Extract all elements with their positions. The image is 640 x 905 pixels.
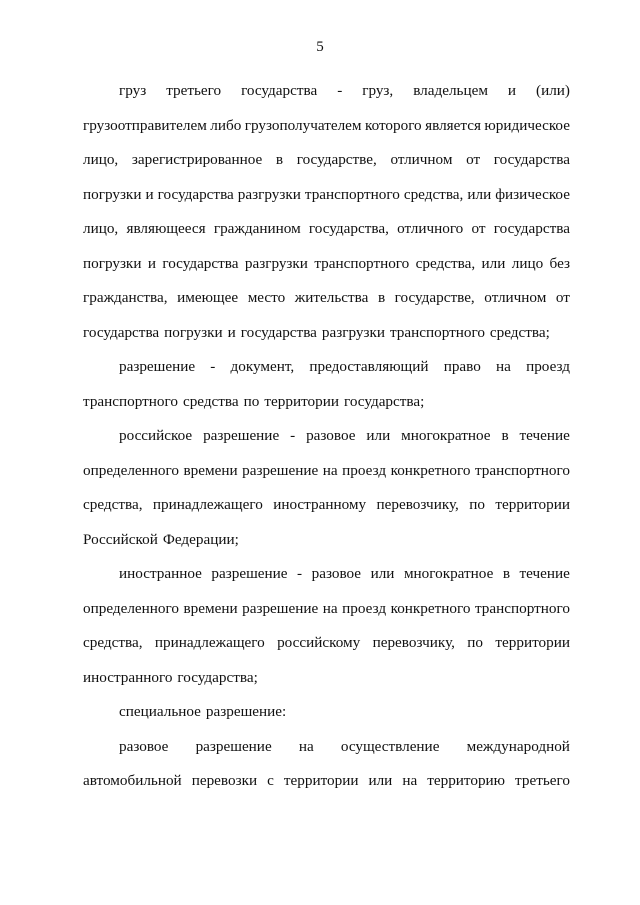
word: течение xyxy=(519,427,570,444)
text-line xyxy=(83,281,570,316)
text-line xyxy=(83,316,570,351)
word: транспортного xyxy=(474,461,570,479)
word: по xyxy=(469,496,485,513)
text-line xyxy=(83,212,570,247)
word: территории xyxy=(264,392,339,410)
word: государства xyxy=(240,323,317,341)
word: разгрузки xyxy=(237,185,301,203)
text-line xyxy=(83,143,570,178)
word: иностранное xyxy=(119,565,202,582)
word: или xyxy=(481,254,506,272)
word: третьего xyxy=(515,772,570,789)
word: в xyxy=(502,565,511,582)
word: средства; xyxy=(489,323,550,341)
word: российскому xyxy=(277,634,361,651)
word: гражданином xyxy=(213,220,301,237)
text-line xyxy=(83,764,570,799)
word: времени xyxy=(183,599,238,617)
word: перевозки xyxy=(191,772,258,789)
word: на xyxy=(298,737,314,755)
word: отличном xyxy=(390,151,453,168)
word: разрешение xyxy=(195,737,272,755)
word: которого xyxy=(364,116,422,134)
word: третьего xyxy=(166,82,222,99)
word: от xyxy=(555,289,570,306)
word: в xyxy=(377,289,386,306)
word: разгрузки xyxy=(244,254,308,272)
word: погрузки xyxy=(164,323,223,341)
word: разрешение xyxy=(203,427,280,444)
word: территорию xyxy=(427,772,506,789)
text-line xyxy=(83,592,570,627)
word: и xyxy=(507,82,517,99)
word: средства, xyxy=(83,634,143,651)
word: или xyxy=(467,185,492,203)
word: лицо, xyxy=(83,220,119,237)
word: транспортного xyxy=(304,185,400,203)
word: и xyxy=(227,323,236,341)
word: времени xyxy=(183,461,238,479)
word: право xyxy=(443,358,481,375)
word: в xyxy=(275,151,284,168)
word: государства xyxy=(493,151,570,168)
word: разовое xyxy=(311,565,362,582)
word: Федерации; xyxy=(162,530,239,548)
word: принадлежащего xyxy=(154,634,265,651)
text-line xyxy=(83,557,570,592)
word: транспортного xyxy=(389,323,485,341)
word: (или) xyxy=(536,82,570,99)
word: разгрузки xyxy=(321,323,385,341)
word: разрешение xyxy=(211,565,288,582)
text-line xyxy=(83,109,570,144)
word: либо xyxy=(210,116,242,134)
word: на xyxy=(322,461,338,479)
word: государства xyxy=(493,220,570,237)
text-line xyxy=(83,74,570,109)
word: осуществление xyxy=(340,737,440,755)
word: проезд xyxy=(342,599,387,617)
word: средства, xyxy=(415,254,476,272)
text-line xyxy=(83,247,570,282)
word: многократное xyxy=(403,565,494,582)
word: течение xyxy=(519,565,570,582)
word: перевозчику, xyxy=(376,496,459,513)
word: имеющее xyxy=(177,289,239,306)
word: государства xyxy=(157,185,234,203)
word: от xyxy=(466,151,481,168)
word: лицо, xyxy=(83,151,119,168)
word: государства, xyxy=(308,220,389,237)
word: по xyxy=(467,634,484,651)
text-line xyxy=(83,350,570,385)
text-line xyxy=(83,730,570,765)
word: транспортного xyxy=(314,254,410,272)
word: государства xyxy=(162,254,239,272)
word: Российской xyxy=(83,530,158,548)
word: отличного xyxy=(397,220,464,237)
word: средства, xyxy=(83,496,143,513)
word: разрешение xyxy=(119,358,196,375)
word: гражданства, xyxy=(83,289,168,306)
text-line xyxy=(83,695,570,730)
word: груз, xyxy=(362,82,394,99)
word: погрузки xyxy=(83,185,142,203)
word: без xyxy=(549,254,570,272)
word: предоставляющий xyxy=(309,358,429,375)
word: жительства xyxy=(294,289,369,306)
word: международной xyxy=(466,737,570,755)
word: грузополучателем xyxy=(244,116,362,134)
word: государства xyxy=(83,323,160,341)
word: с xyxy=(267,772,274,789)
word: разовое xyxy=(119,737,169,755)
word: средства xyxy=(182,392,239,410)
word: зарегистрированное xyxy=(131,151,263,168)
word: место xyxy=(247,289,286,306)
word: проезд xyxy=(342,461,387,479)
word: разовое xyxy=(306,427,356,444)
word: документ, xyxy=(230,358,295,375)
word: является xyxy=(425,116,481,134)
word: территории xyxy=(283,772,359,789)
word: в xyxy=(501,427,509,444)
word: государства; xyxy=(177,668,258,686)
word: специальное xyxy=(119,703,201,720)
text-line xyxy=(83,626,570,661)
text-line xyxy=(83,454,570,489)
word: - xyxy=(337,82,343,99)
word: и xyxy=(145,185,154,203)
word: и xyxy=(147,254,156,272)
word: государстве, xyxy=(296,151,377,168)
word: - xyxy=(210,358,216,375)
word: принадлежащего xyxy=(152,496,263,513)
word: государства; xyxy=(343,392,425,410)
word: разрешение: xyxy=(205,703,287,720)
word: средства, xyxy=(403,185,464,203)
text-line xyxy=(83,178,570,213)
word: государства xyxy=(241,82,318,99)
word: груз xyxy=(119,82,147,99)
word: или xyxy=(366,427,391,444)
word: - xyxy=(290,427,296,444)
word: автомобильной xyxy=(83,772,182,789)
word: территории xyxy=(495,634,570,651)
word: многократное xyxy=(401,427,491,444)
word: перевозчику, xyxy=(372,634,455,651)
word: по xyxy=(243,392,260,410)
word: иностранному xyxy=(273,496,367,513)
word: проезд xyxy=(526,358,570,375)
page-number: 5 xyxy=(316,39,324,55)
word: разрешение xyxy=(242,599,319,617)
word: государстве, xyxy=(394,289,475,306)
word: конкретного xyxy=(390,461,471,479)
word: транспортного xyxy=(474,599,570,617)
text-line xyxy=(83,419,570,454)
word: определенного xyxy=(83,599,179,617)
word: грузоотправителем xyxy=(83,116,207,134)
word: от xyxy=(471,220,486,237)
word: определенного xyxy=(83,461,179,479)
text-line xyxy=(83,488,570,523)
text-line xyxy=(83,661,570,696)
word: физическое xyxy=(495,185,570,203)
word: владельцем xyxy=(413,82,488,99)
word: российское xyxy=(119,427,193,444)
word: отличном xyxy=(484,289,547,306)
word: погрузки xyxy=(83,254,142,272)
word: лицо xyxy=(511,254,544,272)
text-line xyxy=(83,523,570,558)
word: - xyxy=(297,565,303,582)
word: на xyxy=(496,358,511,375)
word: транспортного xyxy=(83,392,178,410)
word: юридическое xyxy=(484,116,570,134)
word: на xyxy=(322,599,338,617)
text-line xyxy=(83,385,570,420)
word: являющееся xyxy=(126,220,206,237)
word: на xyxy=(402,772,418,789)
word: иностранного xyxy=(83,668,173,686)
word: конкретного xyxy=(390,599,471,617)
word: или xyxy=(370,565,395,582)
word: территории xyxy=(495,496,570,513)
word: или xyxy=(368,772,393,789)
document-body xyxy=(83,74,570,799)
word: разрешение xyxy=(242,461,319,479)
